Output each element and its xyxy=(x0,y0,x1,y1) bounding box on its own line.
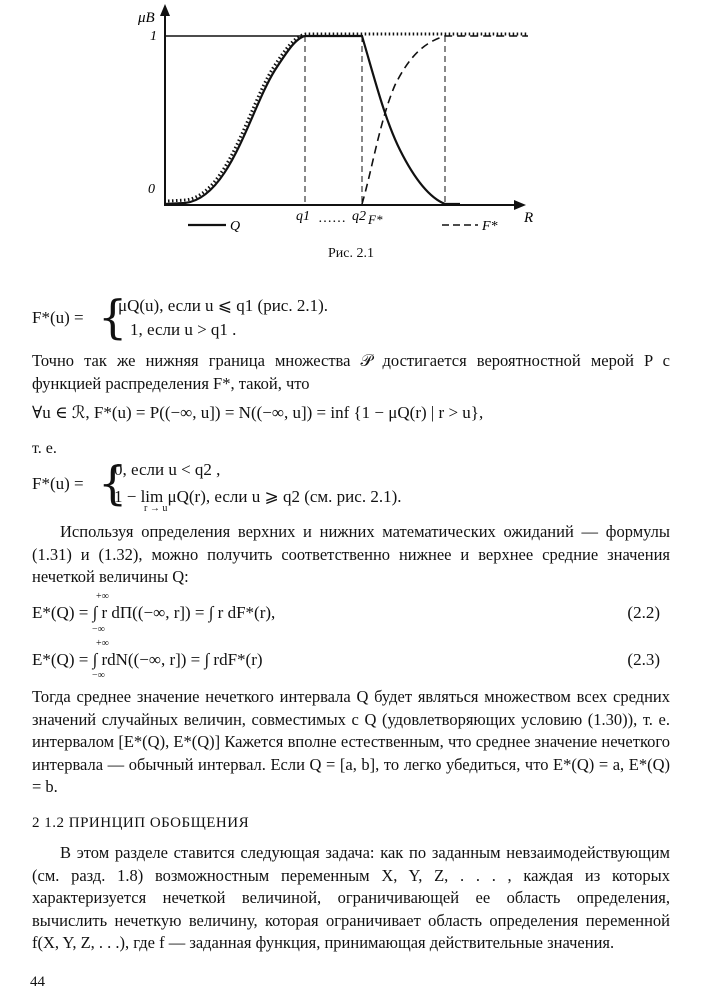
eq-2-2-lim-bottom: −∞ xyxy=(92,624,105,635)
eq-2-2-lim-top: +∞ xyxy=(96,591,109,602)
y-axis-arrow xyxy=(160,4,170,16)
legend-f-label: F* xyxy=(482,219,498,234)
eq-flower-lim-sub: r → u xyxy=(144,503,168,514)
eq-fstar-brace: { xyxy=(98,290,128,344)
y-tick-zero: 0 xyxy=(148,182,155,197)
section-heading: 2 1.2 ПРИНЦИП ОБОБЩЕНИЯ xyxy=(32,815,250,831)
legend-q-label: Q xyxy=(230,219,241,234)
label-q2: q2 xyxy=(352,209,366,224)
x-axis-label: R xyxy=(524,210,534,226)
eq-2-3: E*(Q) = ∫ rdN((−∞, r]) = ∫ rdF*(r) xyxy=(32,650,263,669)
eq-2-3-lim-bottom: −∞ xyxy=(92,670,105,681)
x-axis-arrow xyxy=(514,200,526,210)
paragraph-lower-bound: Точно так же нижняя граница множества 𝒫 достигается вероятностной мерой P с функцией распределения F*, такой, что xyxy=(32,351,670,393)
eq-flower-lhs: F*(u) = xyxy=(32,474,84,493)
eq-fstar-case1: μQ(u), если u ⩽ q1 (рис. 2.1). xyxy=(118,296,329,315)
eq-fstar-lhs: F*(u) = xyxy=(32,308,84,327)
paragraph-expectations: Используя определения верхних и нижних математических ожиданий — формулы (1.31) и (1.32), можно получить соответственно нижнее и верхнее средние значения нечеткой величины Q: xyxy=(32,522,670,586)
paragraph-mean-interval: Тогда среднее значение нечеткого интервала Q будет являться множеством всех средних значений случайных величин, совместимых с Q (удовлетворяющих условию (1.30)), т. е. интервалом [E*(Q), E*(Q)] Кажется вполне естественным, что среднее значение нечеткого интервала — обычный интервал. Если Q = [a, b], то легко убедиться, что E*(Q) = a, E*(Q) = b. xyxy=(32,687,670,796)
y-tick-one: 1 xyxy=(150,29,157,44)
label-q1: q1 xyxy=(296,209,310,224)
paragraph-generalization: В этом разделе ставится следующая задача: как по заданным невзаимодействующим (см. разд. 1.8) возможностным переменным X, Y, Z, . . . , каждая из которых характеризуется нечеткой величиной, ограничивающей ее область определения, вычислить нечеткую величину, которая ограничивает область определения переменной f(X, Y, Z, . . .), где f — заданная функция, принимающая действительные значения. xyxy=(32,843,670,952)
eq-flower-brace: { xyxy=(98,456,128,510)
text-te: т. е. xyxy=(32,440,57,457)
y-axis-label: μB xyxy=(138,10,155,26)
figure-2-1 xyxy=(0,0,702,262)
label-fstar: F* xyxy=(368,212,383,227)
figure-caption: Рис. 2.1 xyxy=(328,246,374,261)
eq-2-2: E*(Q) = ∫ r dΠ((−∞, r]) = ∫ r dF*(r), xyxy=(32,603,276,622)
eq-2-3-lim-top: +∞ xyxy=(96,638,109,649)
eq-2-2-number: (2.2) xyxy=(627,603,660,622)
page-number: 44 xyxy=(30,974,45,990)
series-q-line xyxy=(165,36,460,204)
dots-between: …… xyxy=(318,211,346,226)
eq-flower-case2: 1 − lim μQ(r), если u ⩾ q2 (см. рис. 2.1). xyxy=(114,487,402,506)
eq-2-3-number: (2.3) xyxy=(627,650,660,669)
eq-flower-case1: 0, если u < q2 , xyxy=(114,460,221,479)
eq-forall: ∀u ∈ ℛ, F*(u) = P((−∞, u]) = N((−∞, u]) = inf {1 − μQ(r) | r > u}, xyxy=(32,403,484,422)
eq-fstar-case2: 1, если u > q1 . xyxy=(130,320,237,339)
